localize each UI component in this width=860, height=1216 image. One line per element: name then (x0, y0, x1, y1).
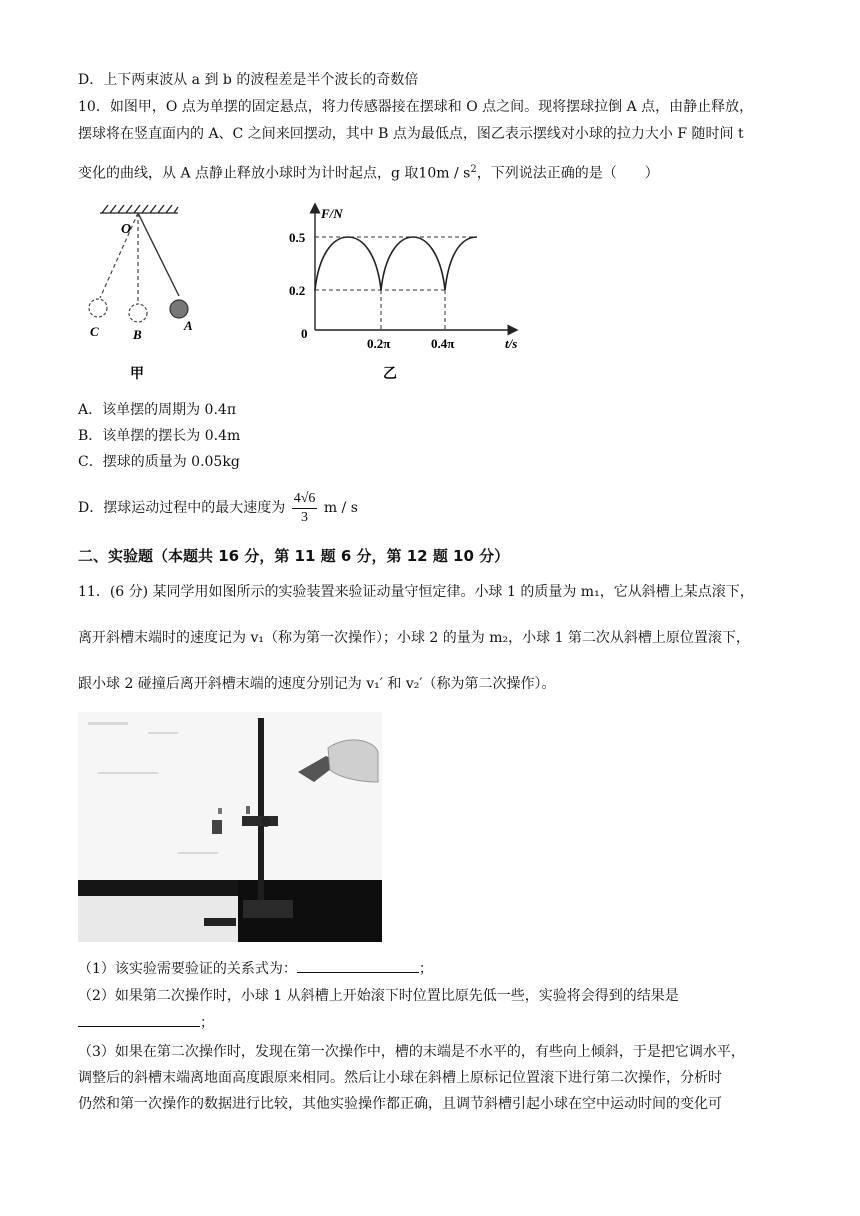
q11-part-1-text: （1）该实验需要验证的关系式为： (78, 961, 297, 977)
q10-option-a: A．该单摆的周期为 0.4π (78, 402, 237, 418)
x-tick-1: 0.2π (367, 336, 391, 351)
ceiling-hatch (100, 205, 178, 213)
y-tick-lo: 0.2 (289, 283, 306, 298)
string-c (100, 213, 138, 298)
q11-stem-line-2: 离开斜槽末端时的速度记为 v₁（称为第一次操作）；小球 2 的量为 m₂，小球 1 第二次从斜槽上原位置滚下， (78, 630, 750, 646)
y-tick-hi: 0.5 (289, 230, 306, 245)
label-c: C (90, 324, 99, 339)
q10-stem-line-3 (78, 160, 659, 184)
q11-part-2-answer (78, 1012, 214, 1033)
q11-stem-line-3: 跟小球 2 碰撞后离开斜槽末端的速度分别记为 v₁′ 和 v₂′（称为第二次操作）。 (78, 676, 556, 692)
answer-blank-2[interactable] (78, 1012, 200, 1027)
q10-stem-text: 变化的曲线，从 A 点静止释放小球时为计时起点， (78, 165, 392, 182)
q10-stem-line-1: 10．如图甲，O 点为单摆的固定悬点，将力传感器接在摆球和 O 点之间。现将摆球拉倒 A 点，由静止释放， (78, 99, 754, 115)
q10-option-c: C．摆球的质量为 0.05kg (78, 454, 240, 470)
string-a (138, 213, 179, 296)
figure-yi (285, 198, 535, 388)
ball-b (129, 304, 147, 322)
caption-jia: 甲 (130, 367, 144, 382)
figure-jia (80, 198, 230, 388)
q11-part-2: （2）如果第二次操作时，小球 1 从斜槽上开始滚下时位置比原先低一些，实验将会得到的结果是 (78, 988, 679, 1004)
ball-a (170, 300, 188, 318)
q9-option-d: D．上下两束波从 a 到 b 的波程差是半个波长的奇数倍 (78, 72, 419, 88)
q10-option-d (78, 488, 358, 528)
q10-option-d-text: D．摆球运动过程中的最大速度为 (78, 500, 286, 516)
q10-option-b: B．该单摆的摆长为 0.4m (78, 428, 241, 444)
tension-curve (315, 237, 477, 290)
x-axis-label: t/s (505, 336, 518, 351)
fraction-numerator: 4√6 (292, 490, 318, 509)
fraction-denominator: 3 (301, 509, 309, 525)
q10-stem-end: ，下列说法正确的是（ ） (476, 165, 659, 182)
q10-stem-line-2: 摆球将在竖直面内的 A、C 之间来回摆动，其中 B 点为最低点，图乙表示摆线对小球的拉力大小 F 随时间 t (78, 126, 744, 142)
q11-stem-line-1: 11．(6 分) 某同学用如图所示的实验装置来验证动量守恒定律。小球 1 的质量为 m₁，它从斜槽上某点滚下， (78, 584, 754, 600)
ball-c (89, 299, 107, 317)
origin-label: 0 (301, 326, 308, 341)
stand-base (243, 900, 293, 918)
q11-part-2-end: ； (200, 1015, 214, 1031)
q10-gravity: g 取10m / s (391, 165, 471, 182)
apparatus-photo (78, 712, 382, 942)
speed-unit: m / s (323, 500, 358, 516)
q11-part-1 (78, 958, 433, 979)
caption-yi: 乙 (383, 367, 397, 382)
q10-gravity-exponent: 2 (470, 164, 477, 175)
label-o: O (121, 222, 132, 237)
label-a: A (184, 318, 193, 333)
q11-part-3-line-3: 仍然和第一次操作的数据进行比较，其他实验操作都正确，且调节斜槽引起小球在空中运动时间的变化可 (78, 1096, 722, 1112)
q11-part-3-line-1: （3）如果在第二次操作时，发现在第一次操作中，槽的末端是不水平的，有些向上倾斜，于是把它调水平， (78, 1044, 745, 1060)
label-b: B (133, 327, 142, 342)
x-tick-2: 0.4π (431, 336, 455, 351)
y-axis-label: F/N (321, 206, 343, 221)
section-heading: 二、实验题（本题共 16 分，第 11 题 6 分，第 12 题 10 分） (78, 547, 510, 565)
answer-blank-1[interactable] (297, 958, 419, 973)
max-speed-fraction (292, 490, 318, 527)
q11-part-1-end: ； (418, 961, 433, 977)
q11-part-3-line-2: 调整后的斜槽末端离地面高度跟原来相同。然后让小球在斜槽上原标记位置滚下进行第二次操作，分析时 (78, 1070, 722, 1086)
